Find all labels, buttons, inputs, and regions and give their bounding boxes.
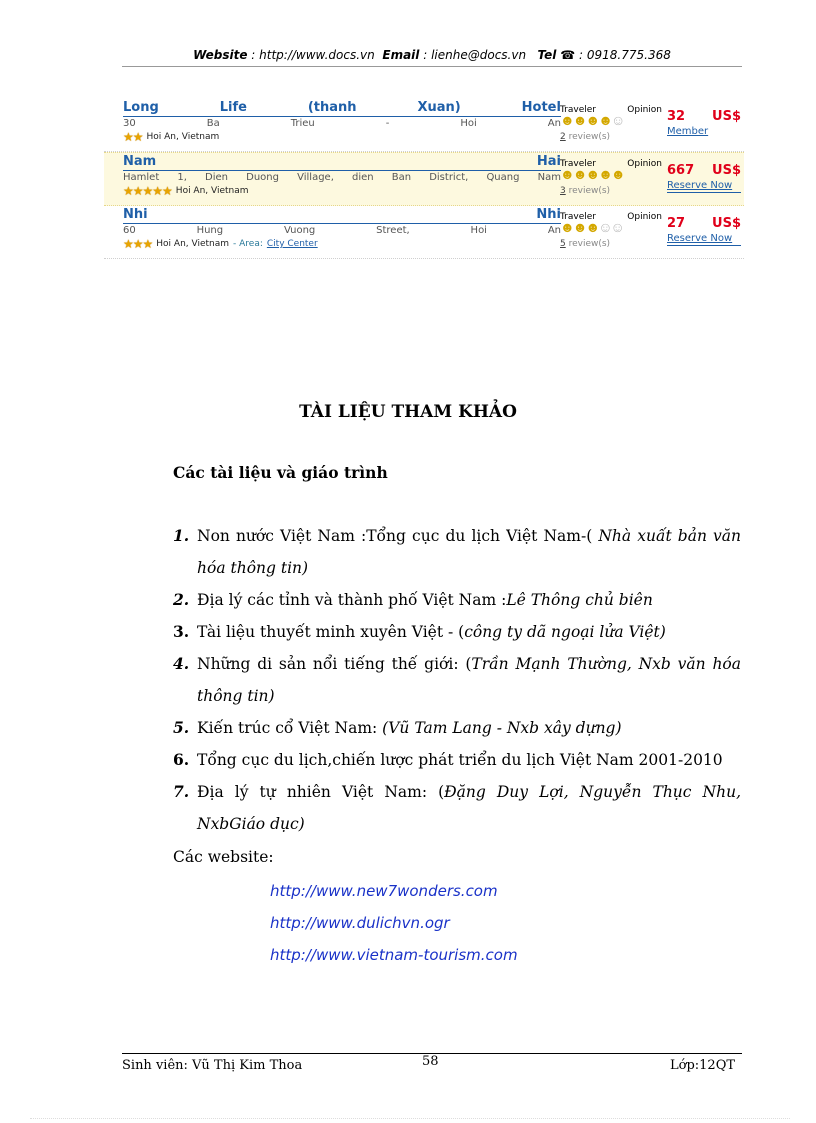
hotel-address: Hamlet 1, Dien Duong Village, dien Ban District, Quang Nam	[123, 172, 561, 183]
hotel-location: ★★★ Hoi An, Vietnam - Area: City Center	[123, 237, 318, 251]
member-link[interactable]: Member	[667, 126, 709, 137]
area-label: - Area:	[233, 239, 263, 249]
reviews-link[interactable]: 2 review(s)	[560, 132, 611, 142]
star-rating-icon: ★★★	[123, 237, 153, 251]
star-rating-icon: ★★★★★	[123, 184, 172, 198]
hotel-name-word: (thanh	[307, 100, 357, 115]
tel-label: Tel	[537, 48, 557, 62]
email-value: : lienhe@docs.vn	[423, 48, 527, 62]
reference-item: 6. Tổng cục du lịch,chiến lược phát triển du lịch Việt Nam 2001-2010	[173, 750, 723, 769]
website-label: Website	[193, 48, 248, 62]
hotel-name-word: Nhi	[123, 207, 148, 222]
hotel-name-word: Nam	[123, 154, 157, 169]
website-link[interactable]: http://www.vietnam-tourism.com	[270, 946, 518, 964]
email-label: Email	[382, 48, 420, 62]
hotel-name-link[interactable]	[123, 100, 561, 117]
link-underline	[667, 245, 741, 246]
header-divider	[122, 66, 742, 67]
references-subheading: Các tài liệu và giáo trình	[173, 463, 388, 482]
area-link[interactable]: City Center	[266, 239, 318, 249]
smiley-rating-icon: ☻☻☻☻☺	[560, 114, 624, 129]
website-link[interactable]: http://www.dulichvn.ogr	[270, 914, 450, 932]
hotel-row	[104, 206, 744, 259]
reserve-now-link[interactable]: Reserve Now	[667, 233, 733, 244]
hotel-address: 60 Hung Vuong Street, Hoi An	[123, 225, 561, 236]
footer-class: Lớp:12QT	[670, 1058, 736, 1073]
reference-item: 2. Địa lý các tỉnh và thành phố Việt Nam :Lê Thông chủ biên	[173, 590, 653, 609]
websites-label: Các website:	[173, 848, 274, 866]
hotel-location: ★★★★★ Hoi An, Vietnam	[123, 184, 249, 198]
references-title: TÀI LIỆU THAM KHẢO	[299, 402, 517, 422]
smiley-rating-icon: ☻☻☻☺☺	[560, 221, 623, 236]
hotel-row	[104, 152, 744, 206]
hotel-name-word: Long	[123, 100, 159, 115]
hotel-price: 27 US$	[667, 216, 741, 231]
reserve-now-link[interactable]: Reserve Now	[667, 180, 733, 191]
hotel-list	[104, 99, 744, 259]
phone-icon: ☎	[560, 48, 576, 62]
traveler-opinion-label: Traveler Opinion	[560, 159, 662, 169]
hotel-location: ★★ Hoi An, Vietnam	[123, 130, 220, 144]
reviews-link[interactable]: 5 review(s)	[560, 239, 611, 249]
page-number: 58	[422, 1054, 439, 1069]
website-link[interactable]: http://www.new7wonders.com	[270, 882, 498, 900]
hotel-name-link[interactable]	[123, 207, 561, 224]
traveler-opinion-label: Traveler Opinion	[560, 212, 662, 222]
hotel-name-link[interactable]	[123, 154, 561, 171]
page-bottom-border	[30, 1118, 790, 1119]
hotel-row	[104, 99, 744, 152]
hotel-price: 32 US$	[667, 109, 741, 124]
tel-value: : 0918.775.368	[579, 48, 671, 62]
hotel-name-word: Hai	[536, 154, 561, 169]
page-header	[122, 48, 742, 62]
hotel-address: 30 Ba Trieu - Hoi An	[123, 118, 561, 129]
hotel-name-word: Hotel	[521, 100, 561, 115]
reference-item: 1. Non nước Việt Nam :Tổng cục du lịch Việt Nam-( Nhà xuất bản văn hóa thông tin)	[173, 526, 741, 577]
traveler-opinion-label: Traveler Opinion	[560, 105, 662, 115]
link-underline	[667, 192, 741, 193]
star-rating-icon: ★★	[123, 130, 143, 144]
hotel-name-word: Nhi	[536, 207, 561, 222]
reference-item: 7. Địa lý tự nhiên Việt Nam: (Đặng Duy Lợi, Nguyễn Thục Nhu, NxbGiáo dục)	[173, 782, 741, 833]
smiley-rating-icon: ☻☻☻☻☻	[560, 168, 624, 183]
hotel-price: 667 US$	[667, 163, 741, 178]
hotel-name-word: Life	[219, 100, 247, 115]
reference-item: 3. Tài liệu thuyết minh xuyên Việt - (công ty dã ngoại lửa Việt)	[173, 622, 666, 641]
website-value: : http://www.docs.vn	[251, 48, 375, 62]
footer-student: Sinh viên: Vũ Thị Kim Thoa	[122, 1058, 303, 1073]
reference-item: 4. Những di sản nổi tiếng thế giới: (Trần Mạnh Thường, Nxb văn hóa thông tin)	[173, 654, 741, 705]
reference-item: 5. Kiến trúc cổ Việt Nam: (Vũ Tam Lang - Nxb xây dựng)	[173, 718, 622, 737]
reviews-link[interactable]: 3 review(s)	[560, 186, 611, 196]
hotel-name-word: Xuan)	[417, 100, 461, 115]
